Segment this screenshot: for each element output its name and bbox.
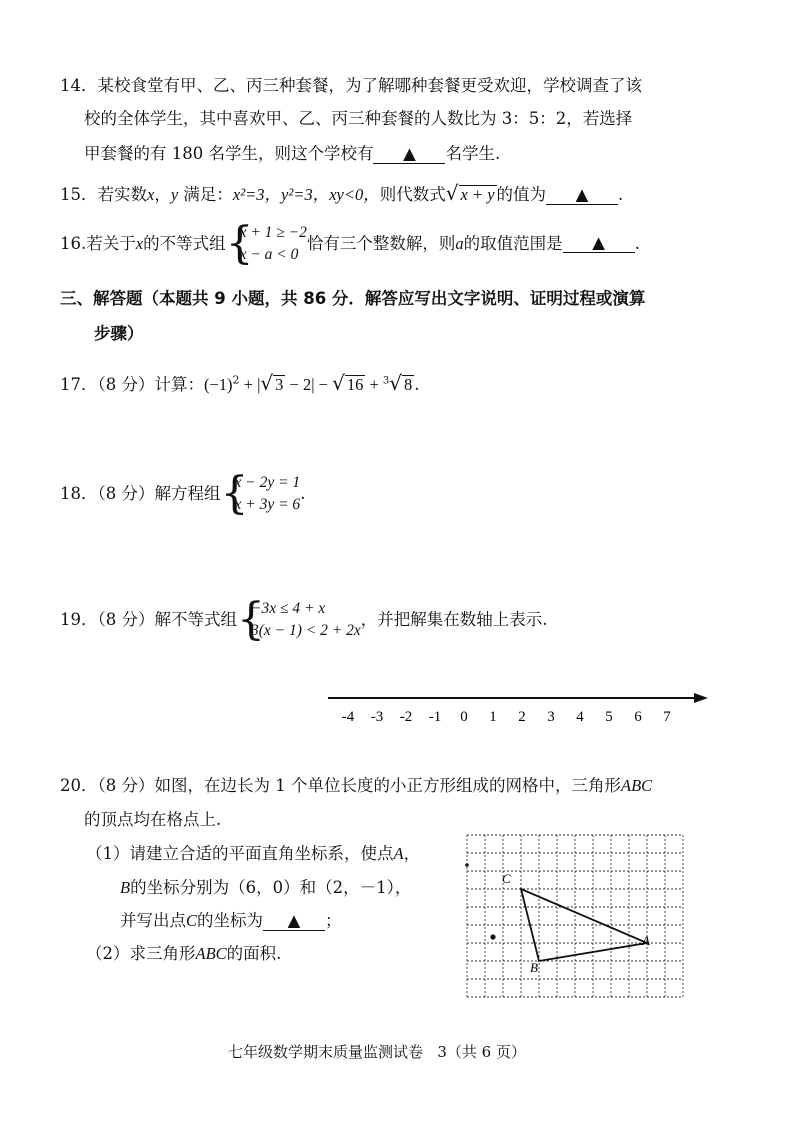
brace-icon: { bbox=[220, 468, 249, 519]
arrow-right-icon bbox=[694, 693, 708, 703]
tick-label: -1 bbox=[428, 709, 442, 725]
tick-label: 7 bbox=[663, 709, 671, 725]
q18-number: 18． bbox=[60, 483, 98, 503]
q18-line: 18．（8 分）解方程组 { x − 2y = 1 x + 3y = 6 . bbox=[60, 468, 306, 519]
sqrt-icon: √ bbox=[445, 181, 459, 205]
tick-label: 2 bbox=[518, 709, 526, 725]
footer-title: 七年级数学期末质量监测试卷 bbox=[228, 1043, 424, 1061]
cube-root-icon: √ bbox=[389, 371, 403, 395]
q16-answer-blank: ▲ bbox=[563, 235, 635, 253]
q15-conditions: x²=3，y²=3，xy<0， bbox=[232, 185, 380, 204]
q19-inequality-system: { −3x ≤ 4 + x 3(x − 1) < 2 + 2x bbox=[237, 594, 361, 645]
tick-label: 3 bbox=[547, 709, 555, 725]
q14-line3: 甲套餐的有 180 名学生，则这个学校有 ▲ 名学生. bbox=[84, 144, 501, 163]
q15-number: 15． bbox=[60, 185, 98, 204]
q14-line2: 校的全体学生，其中喜欢甲、乙、丙三种套餐的人数比为 3：5：2，若选择 bbox=[84, 109, 633, 128]
grid-dot bbox=[490, 934, 495, 939]
footer bbox=[228, 1045, 526, 1060]
q15-line: 15．若实数x，y 满足：x²=3，y²=3，xy<0，则代数式√ x + y 的值为 ▲ . bbox=[60, 181, 624, 205]
q15-answer-blank: ▲ bbox=[546, 187, 618, 205]
q20-part1-line2: B的坐标分别为（6，0）和（2，－1）， bbox=[120, 878, 412, 897]
tick-label: 1 bbox=[489, 709, 497, 725]
answer-mark-icon: ▲ bbox=[403, 144, 416, 163]
sqrt-icon: √ bbox=[332, 371, 345, 395]
q15-radicand: x + y bbox=[460, 185, 495, 204]
label-c: C bbox=[502, 871, 511, 886]
q14-answer-blank bbox=[373, 146, 445, 164]
tick-label: -3 bbox=[370, 709, 384, 725]
grid-dot bbox=[465, 863, 469, 867]
q20-line2: 的顶点均在格点上. bbox=[84, 810, 222, 829]
q14-number: 14． bbox=[60, 76, 98, 95]
q20-line1: 20．（8 分）如图，在边长为 1 个单位长度的小正方形组成的网格中，三角形ABC bbox=[60, 776, 653, 795]
label-b: B bbox=[530, 960, 538, 975]
q19-number: 19． bbox=[60, 609, 98, 629]
q20-part1-line1: （1）请建立合适的平面直角坐标系，使点A， bbox=[86, 844, 421, 863]
q20-number: 20． bbox=[60, 776, 98, 795]
tick-label: 5 bbox=[605, 709, 613, 725]
q17-number: 17． bbox=[60, 375, 98, 394]
q16-line: 16.若关于x的不等式组 { x + 1 ≥ −2 x − a < 0 恰有三个整数解，则a的取值范围是 ▲ . bbox=[60, 218, 640, 269]
footer-page: 3（共 6 页） bbox=[437, 1043, 526, 1061]
q17-line: 17．（8 分）计算：$(-1)^2$ + |√ 3 − 2| − √ 16 + $^3$√ 8 . bbox=[60, 371, 420, 395]
q16-number: 16. bbox=[60, 233, 87, 253]
label-a: A bbox=[642, 933, 650, 948]
tick-label: -4 bbox=[341, 709, 355, 725]
sqrt-icon: √ bbox=[260, 371, 274, 395]
grid-figure bbox=[464, 832, 696, 1014]
number-line bbox=[320, 688, 720, 728]
section3-title: 三、解答题（本题共 9 小题，共 86 分．解答应写出文字说明、证明过程或演算 bbox=[60, 289, 646, 308]
tick-label: -2 bbox=[399, 709, 413, 725]
tick-label: 0 bbox=[460, 709, 468, 725]
tick-label: 4 bbox=[576, 709, 584, 725]
tick-label: 6 bbox=[634, 709, 642, 725]
q14-line1: 14．某校食堂有甲、乙、丙三种套餐，为了解哪种套餐更受欢迎，学校调查了该 bbox=[60, 76, 642, 95]
q20-part1-line3: 并写出点C的坐标为 ▲ ； bbox=[120, 911, 342, 930]
q16-inequality-system: { x + 1 ≥ −2 x − a < 0 bbox=[225, 218, 307, 269]
q18-equation-system: { x − 2y = 1 x + 3y = 6 bbox=[220, 468, 301, 519]
brace-icon: { bbox=[225, 218, 254, 269]
section3-title-cont: 步骤） bbox=[94, 324, 144, 343]
q20-part2: （2）求三角形ABC的面积. bbox=[86, 944, 282, 963]
brace-icon: { bbox=[237, 594, 265, 645]
q19-line: 19．（8 分）解不等式组 { −3x ≤ 4 + x 3(x − 1) < 2 + 2x ，并把解集在数轴上表示. bbox=[60, 594, 548, 645]
q20-answer-blank: ▲ bbox=[263, 913, 325, 931]
